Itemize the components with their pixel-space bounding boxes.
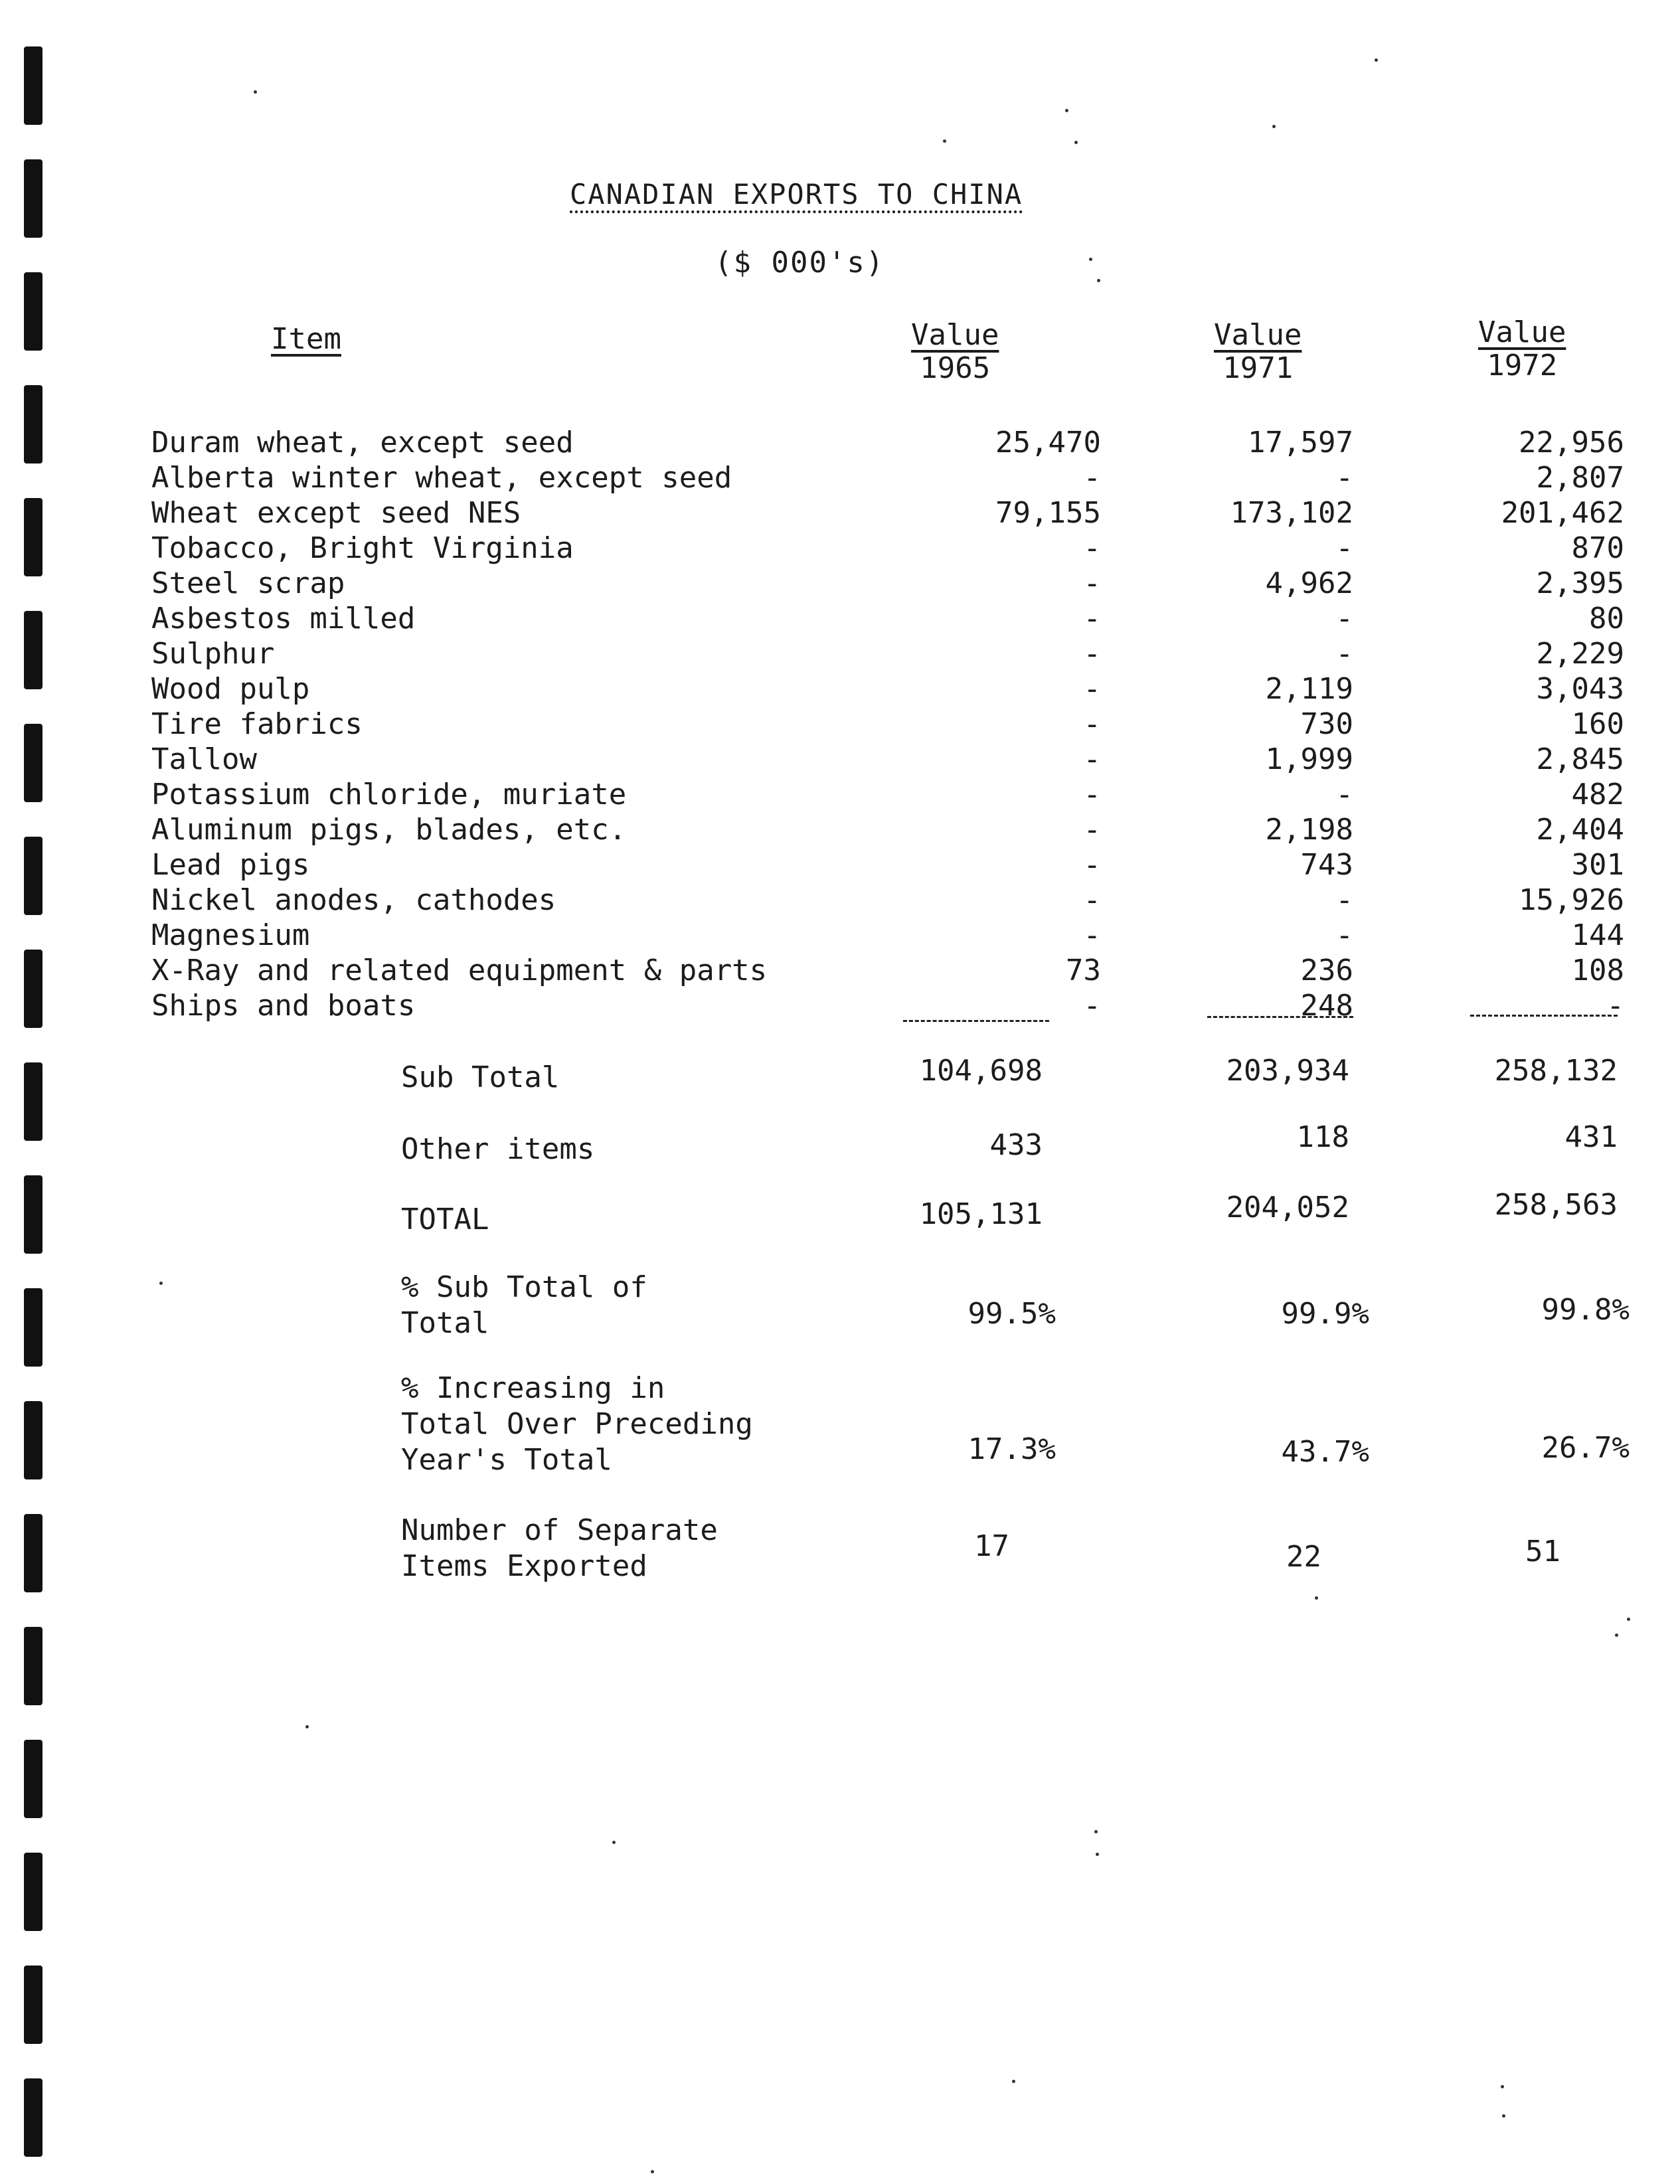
binder-hole bbox=[24, 1175, 42, 1254]
header-1972 bbox=[1478, 316, 1566, 382]
binder-hole bbox=[24, 1514, 42, 1592]
value-1971: 17,597 bbox=[1248, 426, 1353, 460]
table-row bbox=[151, 988, 1639, 1023]
binder-hole bbox=[24, 1966, 42, 2044]
pct-subtotal-1971: 99.9% bbox=[1281, 1297, 1369, 1331]
value-1972: 108 bbox=[1571, 954, 1624, 987]
scan-speck bbox=[1074, 141, 1078, 144]
pct-increase-label: % Increasing in Total Over Preceding Year's Total bbox=[401, 1371, 753, 1477]
num-items-1972: 51 bbox=[1525, 1535, 1560, 1568]
subtotal-label: Sub Total bbox=[401, 1060, 560, 1094]
other-1965: 433 bbox=[989, 1128, 1043, 1162]
binder-hole bbox=[24, 1853, 42, 1931]
scan-speck bbox=[943, 139, 946, 143]
table-row bbox=[151, 918, 1639, 953]
row-item: Alberta winter wheat, except seed bbox=[151, 461, 732, 495]
value-1965: - bbox=[1083, 566, 1101, 600]
row-item: Duram wheat, except seed bbox=[151, 426, 574, 460]
table-row bbox=[151, 882, 1639, 918]
row-item: Magnesium bbox=[151, 918, 310, 952]
binder-hole bbox=[24, 950, 42, 1028]
scan-speck bbox=[254, 90, 257, 94]
table-row bbox=[151, 636, 1639, 671]
table-row bbox=[151, 495, 1639, 531]
value-1965: - bbox=[1083, 778, 1101, 811]
binder-holes bbox=[24, 40, 44, 2184]
scan-speck bbox=[1272, 125, 1276, 128]
scan-speck bbox=[1012, 2080, 1015, 2083]
scan-speck bbox=[1065, 109, 1068, 112]
row-item: Wood pulp bbox=[151, 672, 310, 706]
scan-speck bbox=[1501, 2085, 1504, 2088]
value-1971: 2,119 bbox=[1265, 672, 1353, 706]
value-1971: - bbox=[1335, 602, 1353, 635]
binder-hole bbox=[24, 2078, 42, 2157]
value-1971: - bbox=[1335, 918, 1353, 952]
value-1971: - bbox=[1335, 461, 1353, 495]
binder-hole bbox=[24, 1740, 42, 1818]
total-label: TOTAL bbox=[401, 1203, 489, 1236]
value-1971: - bbox=[1335, 531, 1353, 565]
binder-hole bbox=[24, 1288, 42, 1367]
other-1972: 431 bbox=[1564, 1120, 1618, 1154]
row-item: Sulphur bbox=[151, 637, 275, 671]
value-1972: 22,956 bbox=[1519, 426, 1624, 460]
binder-hole bbox=[24, 837, 42, 915]
scan-speck bbox=[612, 1841, 616, 1844]
header-1971-year: 1971 bbox=[1222, 351, 1294, 385]
value-1965: - bbox=[1083, 742, 1101, 776]
binder-hole bbox=[24, 724, 42, 802]
table-row bbox=[151, 953, 1639, 988]
value-1972: 2,404 bbox=[1536, 813, 1624, 847]
row-item: Potassium chloride, muriate bbox=[151, 778, 627, 811]
row-item: Nickel anodes, cathodes bbox=[151, 883, 556, 917]
row-item: Ships and boats bbox=[151, 989, 416, 1023]
row-item: Tallow bbox=[151, 742, 257, 776]
scan-speck bbox=[1615, 1634, 1618, 1637]
scan-speck bbox=[1502, 2114, 1505, 2118]
row-item: Tobacco, Bright Virginia bbox=[151, 531, 574, 565]
value-1972: 201,462 bbox=[1501, 496, 1624, 530]
value-1965: - bbox=[1083, 672, 1101, 706]
value-1972: 870 bbox=[1571, 531, 1624, 565]
scan-speck bbox=[1315, 1596, 1318, 1600]
value-1965: 25,470 bbox=[995, 426, 1101, 460]
value-1971: 236 bbox=[1300, 954, 1353, 987]
value-1972: 2,229 bbox=[1536, 637, 1624, 671]
value-1965: - bbox=[1083, 883, 1101, 917]
binder-hole bbox=[24, 611, 42, 689]
pct-increase-1972: 26.7% bbox=[1541, 1431, 1630, 1465]
total-1965: 105,131 bbox=[919, 1197, 1043, 1231]
binder-hole bbox=[24, 1627, 42, 1705]
scan-speck bbox=[1094, 1830, 1098, 1833]
subtotal-rule-1971 bbox=[1207, 1016, 1353, 1018]
value-1965: 79,155 bbox=[995, 496, 1101, 530]
value-1971: 248 bbox=[1300, 989, 1353, 1023]
table-row bbox=[151, 531, 1639, 566]
subtotal-rule-1972 bbox=[1470, 1015, 1618, 1017]
value-1965: - bbox=[1083, 989, 1101, 1023]
value-1971: - bbox=[1335, 637, 1353, 671]
units-note: ($ 000's) bbox=[714, 246, 885, 280]
value-1972: 3,043 bbox=[1536, 672, 1624, 706]
value-1971: 743 bbox=[1300, 848, 1353, 882]
binder-hole bbox=[24, 385, 42, 463]
pct-subtotal-1965: 99.5% bbox=[967, 1297, 1056, 1331]
header-1965 bbox=[911, 319, 999, 385]
scan-speck bbox=[1096, 1853, 1099, 1856]
table-row bbox=[151, 601, 1639, 636]
subtotal-1972: 258,132 bbox=[1494, 1054, 1618, 1088]
num-items-1965: 17 bbox=[974, 1529, 1009, 1563]
value-1972: 160 bbox=[1571, 707, 1624, 741]
value-1971: 1,999 bbox=[1265, 742, 1353, 776]
value-1972: 301 bbox=[1571, 848, 1624, 882]
row-item: Tire fabrics bbox=[151, 707, 363, 741]
row-item: Asbestos milled bbox=[151, 602, 416, 635]
value-1965: - bbox=[1083, 848, 1101, 882]
pct-subtotal-1972: 99.8% bbox=[1541, 1293, 1630, 1327]
scan-speck bbox=[1097, 279, 1100, 282]
row-item: Lead pigs bbox=[151, 848, 310, 882]
exports-table bbox=[151, 425, 1639, 1023]
header-1972-label: Value bbox=[1478, 315, 1566, 349]
scan-speck bbox=[305, 1725, 309, 1728]
table-row bbox=[151, 707, 1639, 742]
subtotal-rule-1965 bbox=[903, 1020, 1049, 1022]
binder-hole bbox=[24, 498, 42, 576]
value-1972: 2,845 bbox=[1536, 742, 1624, 776]
table-row bbox=[151, 566, 1639, 601]
pct-increase-1965: 17.3% bbox=[967, 1432, 1056, 1466]
table-row bbox=[151, 777, 1639, 812]
scan-speck bbox=[1089, 258, 1092, 261]
binder-hole bbox=[24, 1062, 42, 1141]
scan-speck bbox=[1375, 58, 1378, 62]
header-1965-year: 1965 bbox=[920, 351, 991, 385]
row-item: X-Ray and related equipment & parts bbox=[151, 954, 768, 987]
value-1965: - bbox=[1083, 602, 1101, 635]
table-row bbox=[151, 847, 1639, 882]
value-1971: 2,198 bbox=[1265, 813, 1353, 847]
num-items-label: Number of Separate Items Exported bbox=[401, 1513, 718, 1583]
row-item: Wheat except seed NES bbox=[151, 496, 521, 530]
value-1972: 2,395 bbox=[1536, 566, 1624, 600]
other-label: Other items bbox=[401, 1132, 595, 1166]
pct-increase-1971: 43.7% bbox=[1281, 1435, 1369, 1469]
value-1971: 730 bbox=[1300, 707, 1353, 741]
header-1971-label: Value bbox=[1214, 318, 1302, 352]
subtotal-1965: 104,698 bbox=[919, 1054, 1043, 1088]
value-1965: 73 bbox=[1066, 954, 1101, 987]
table-row bbox=[151, 812, 1639, 847]
binder-hole bbox=[24, 159, 42, 238]
scan-speck bbox=[1627, 1618, 1630, 1621]
subtotal-1971: 203,934 bbox=[1226, 1054, 1349, 1088]
value-1965: - bbox=[1083, 531, 1101, 565]
binder-hole bbox=[24, 46, 42, 125]
value-1972: 482 bbox=[1571, 778, 1624, 811]
total-1971: 204,052 bbox=[1226, 1191, 1349, 1224]
value-1965: - bbox=[1083, 918, 1101, 952]
scan-speck bbox=[159, 1282, 163, 1285]
value-1965: - bbox=[1083, 637, 1101, 671]
value-1971: - bbox=[1335, 883, 1353, 917]
value-1971: 4,962 bbox=[1265, 566, 1353, 600]
page-title: CANADIAN EXPORTS TO CHINA bbox=[570, 178, 1023, 210]
num-items-1971: 22 bbox=[1286, 1540, 1321, 1574]
scan-speck bbox=[651, 2170, 654, 2173]
header-1972-year: 1972 bbox=[1487, 349, 1558, 382]
value-1972: 15,926 bbox=[1519, 883, 1624, 917]
total-1972: 258,563 bbox=[1494, 1188, 1618, 1222]
table-row bbox=[151, 671, 1639, 707]
other-1971: 118 bbox=[1296, 1120, 1349, 1154]
row-item: Aluminum pigs, blades, etc. bbox=[151, 813, 627, 847]
binder-hole bbox=[24, 272, 42, 351]
value-1971: 173,102 bbox=[1230, 496, 1353, 530]
value-1972: 144 bbox=[1571, 918, 1624, 952]
header-1971 bbox=[1214, 319, 1302, 385]
value-1971: - bbox=[1335, 778, 1353, 811]
row-item: Steel scrap bbox=[151, 566, 345, 600]
table-row bbox=[151, 742, 1639, 777]
pct-subtotal-label: % Sub Total of Total bbox=[401, 1270, 647, 1340]
value-1972: 2,807 bbox=[1536, 461, 1624, 495]
value-1972: - bbox=[1606, 989, 1624, 1023]
header-1965-label: Value bbox=[911, 318, 999, 352]
table-row bbox=[151, 425, 1639, 460]
value-1972: 80 bbox=[1589, 602, 1624, 635]
header-item: Item bbox=[271, 322, 341, 356]
value-1965: - bbox=[1083, 461, 1101, 495]
value-1965: - bbox=[1083, 813, 1101, 847]
binder-hole bbox=[24, 1401, 42, 1479]
table-row bbox=[151, 460, 1639, 495]
value-1965: - bbox=[1083, 707, 1101, 741]
